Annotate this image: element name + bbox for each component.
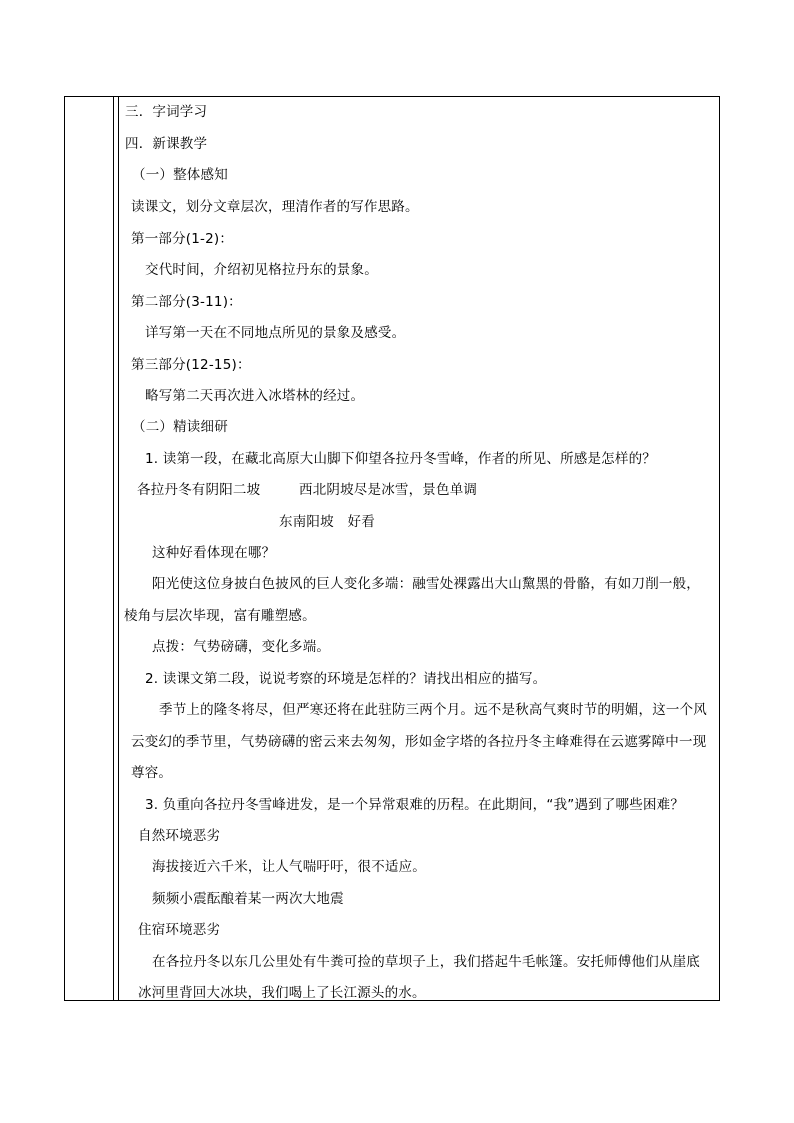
lesson-table [64,96,720,1001]
paragraph: 东南阳坡 好看 [279,514,375,530]
paragraph: 云变幻的季节里，气势磅礴的密云来去匆匆，形如金字塔的各拉丹冬主峰难得在云遮雾障中一现 [131,734,707,750]
paragraph: 频频小震酝酿着某一两次大地震 [152,891,344,907]
lesson-content-cell [119,97,720,1001]
subheading-overall-perception: （一）整体感知 [132,167,228,183]
paragraph: 在各拉丹冬以东几公里处有牛粪可捡的草坝子上，我们搭起牛毛帐篷。安托师傅他们从崖底 [152,954,700,970]
paragraph: 这种好看体现在哪？ [152,545,276,561]
question-1: 1. 读第一段，在藏北高原大山脚下仰望各拉丹冬雪峰，作者的所见、所感是怎样的？ [145,451,656,467]
section-heading-new-lesson: 四．新课教学 [125,136,208,152]
question-2: 2. 读课文第二段，说说考察的环境是怎样的？请找出相应的描写。 [145,671,547,687]
part-label: 第二部分(3-11)： [131,294,242,310]
paragraph: 季节上的隆冬将尽，但严寒还将在此驻防三两个月。远不是秋高气爽时节的明媚，这一个风 [159,702,707,718]
part-label: 第一部分(1-2)： [131,231,234,247]
paragraph: 略写第二天再次进入冰塔林的经过。 [145,388,365,404]
paragraph: 交代时间，介绍初见格拉丹东的景象。 [145,262,378,278]
paragraph: 棱角与层次毕现，富有雕塑感。 [124,608,316,624]
question-3: 3. 负重向各拉丹冬雪峰进发，是一个异常艰难的历程。在此期间，“我”遇到了哪些困难？ [145,797,685,813]
paragraph: 详写第一天在不同地点所见的景象及感受。 [145,325,406,341]
paragraph: 点拨：气势磅礴，变化多端。 [152,639,331,655]
part-label: 第三部分(12-15)： [131,357,251,373]
paragraph: 西北阴坡尽是冰雪，景色单调 [299,482,478,498]
paragraph: 读课文，划分文章层次，理清作者的写作思路。 [131,199,419,215]
paragraph: 海拔接近六千米，让人气喘吁吁，很不适应。 [152,859,426,875]
paragraph: 阳光使这位身披白色披风的巨人变化多端：融雪处裸露出大山黧黑的骨骼，有如刀削一般， [152,576,700,592]
paragraph: 尊容。 [131,765,173,781]
paragraph: 各拉丹冬有阴阳二坡 [137,482,261,498]
subheading-close-reading: （二）精读细研 [132,419,228,435]
paragraph: 住宿环境恶劣 [138,922,221,938]
paragraph: 冰河里背回大冰块，我们喝上了长江源头的水。 [138,985,426,1001]
empty-left-cell [65,97,114,1001]
section-heading-vocabulary: 三．字词学习 [125,104,208,120]
paragraph: 自然环境恶劣 [138,828,221,844]
